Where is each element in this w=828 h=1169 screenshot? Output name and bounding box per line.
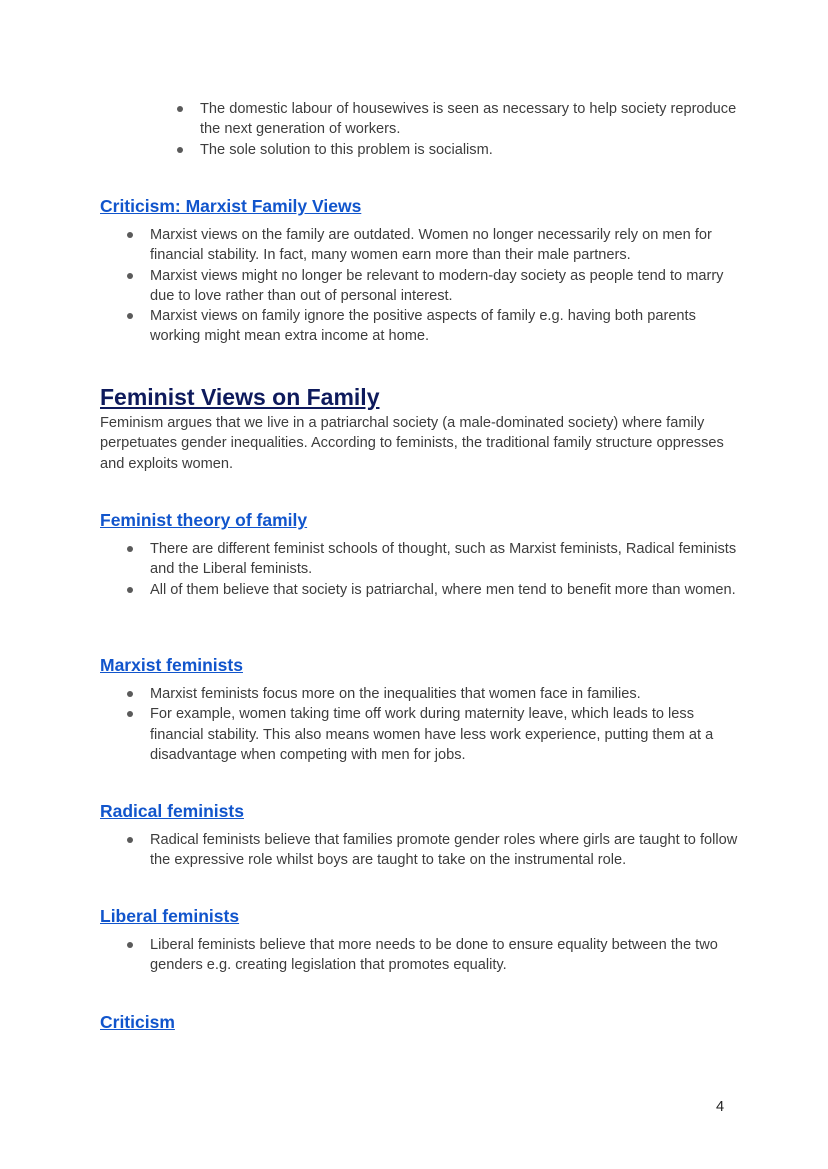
list-item-text: Marxist views might no longer be relevant to modern-day society as people tend to marry due to love rather than out of personal interest. [150,267,724,304]
heading-liberal-feminists[interactable]: Liberal feminists [100,906,240,926]
bullet-icon [127,691,133,697]
list-item-text: Radical feminists believe that families promote gender roles where girls are taught to follow the expressive role whilst boys are taught to take on the instrumental role. [150,832,738,869]
top-list [200,99,740,160]
list-item [150,935,740,976]
feminist-theory-list [150,539,740,600]
bullet-icon [127,711,133,717]
list-item [200,99,740,140]
heading-feminist-views[interactable]: Feminist Views on Family [100,384,380,410]
list-item [150,306,740,347]
list-item [200,140,740,160]
list-item [150,266,740,307]
bullet-icon [127,587,133,593]
list-item-text: Liberal feminists believe that more needs to be done to ensure equality between the two genders e.g. creating legislation that promotes equality. [150,937,718,974]
bullet-icon [127,546,133,552]
liberal-feminists-list [150,935,740,976]
list-item-text: All of them believe that society is patriarchal, where men tend to benefit more than women. [150,581,736,598]
criticism-marxist-list [150,225,740,347]
feminist-intro: Feminism argues that we live in a patriarchal society (a male-dominated society) where family perpetuates gender inequalities. According to feminists, the traditional family structure oppresses and exploits women. [100,415,724,472]
list-item-text: Marxist views on family ignore the positive aspects of family e.g. having both parents working might mean extra income at home. [150,308,696,345]
heading-radical-feminists[interactable]: Radical feminists [100,801,244,821]
page-number: 4 [716,1099,725,1115]
list-item-text: There are different feminist schools of thought, such as Marxist feminists, Radical feminists and the Liberal feminists. [150,541,737,578]
bullet-icon [177,147,183,153]
heading-feminist-theory[interactable]: Feminist theory of family [100,510,308,530]
bullet-icon [127,273,133,279]
list-item [150,704,740,765]
list-item [150,684,740,704]
bullet-icon [127,837,133,843]
list-item-text: Marxist views on the family are outdated. Women no longer necessarily rely on men for financial stability. In fact, many women earn more than their male partners. [150,227,712,264]
list-item-text: Marxist feminists focus more on the inequalities that women face in families. [150,686,641,702]
radical-feminists-list [150,830,740,871]
marxist-feminists-list [150,684,740,765]
bullet-icon [127,942,133,948]
heading-criticism[interactable]: Criticism [100,1012,175,1032]
bullet-icon [127,313,133,319]
list-item [150,580,740,600]
list-item [150,225,740,266]
list-item-text: The sole solution to this problem is socialism. [200,141,493,158]
list-item [150,830,740,871]
bullet-icon [177,106,183,112]
list-item-text: The domestic labour of housewives is seen as necessary to help society reproduce the next generation of workers. [200,101,737,138]
list-item [150,539,740,580]
heading-marxist-feminists[interactable]: Marxist feminists [100,655,243,675]
bullet-icon [127,232,133,238]
heading-criticism-marxist[interactable]: Criticism: Marxist Family Views [100,196,362,216]
list-item-text: For example, women taking time off work during maternity leave, which leads to less financial stability. This also means women have less work experience, putting them at a disadvantage when competing with men for jobs. [150,706,714,763]
